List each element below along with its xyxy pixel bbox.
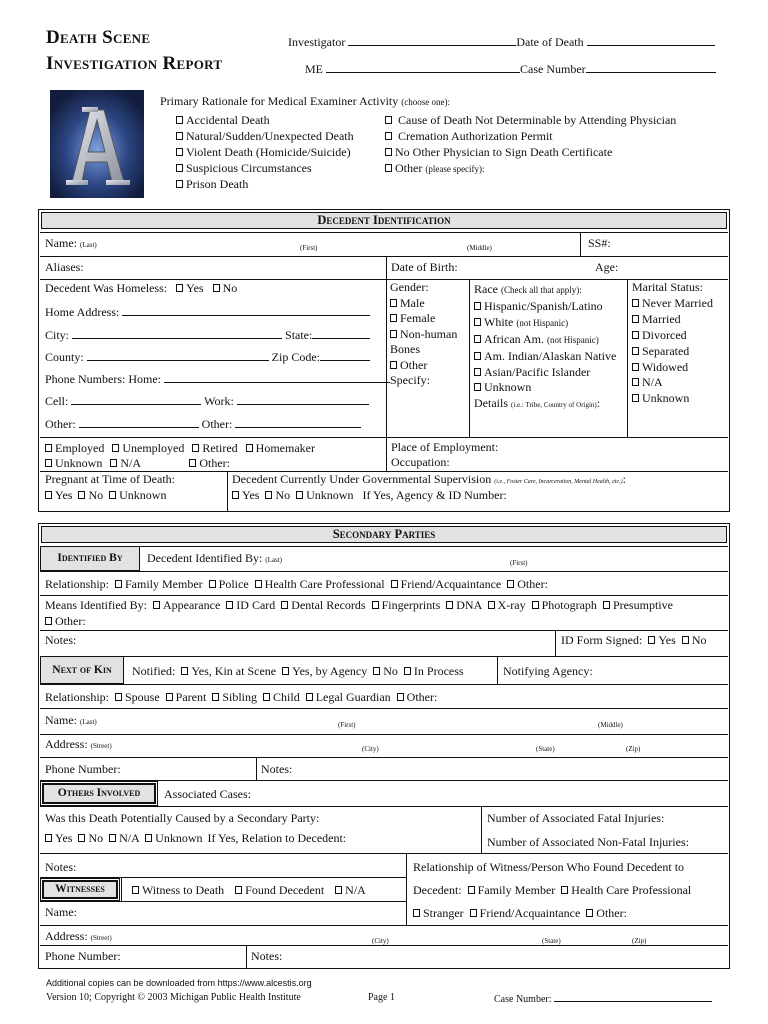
employment-unemployed[interactable]: Unemployed — [112, 441, 184, 455]
identification-notes-field[interactable]: Notes: — [45, 633, 77, 647]
kin-phone-field[interactable]: Phone Number: — [45, 762, 121, 776]
id-form-signed: ID Form Signed: Yes No — [561, 633, 707, 647]
checkbox[interactable] — [176, 132, 183, 140]
gender-other[interactable]: Other Specify: — [390, 357, 430, 387]
logo-a-icon — [50, 90, 144, 198]
checkbox[interactable] — [632, 347, 639, 355]
caused-yes[interactable]: Yes — [45, 831, 72, 845]
kin-parent[interactable]: Parent — [166, 690, 207, 704]
notified-kin-at-scene[interactable]: Yes, Kin at Scene — [181, 664, 276, 678]
race-details-field[interactable]: Details (i.e.: Tribe, Country of Origin): — [474, 396, 601, 411]
custody-agency-field[interactable]: If Yes, Agency & ID Number: — [362, 488, 507, 502]
checkbox[interactable] — [385, 116, 392, 124]
fatal-injuries-field[interactable]: Number of Associated Fatal Injuries: — [487, 811, 665, 825]
custody-unknown[interactable]: Unknown — [296, 488, 353, 502]
witness-na[interactable]: N/A — [335, 883, 366, 897]
checkbox[interactable] — [176, 164, 183, 172]
notifying-agency-field[interactable]: Notifying Agency: — [503, 664, 593, 678]
phone-cell-work-field[interactable]: Cell: Work: — [45, 393, 369, 409]
checkbox[interactable] — [45, 491, 52, 499]
notified-no[interactable]: No — [373, 664, 398, 678]
checkbox[interactable] — [45, 444, 52, 452]
rationale-left-list — [176, 112, 354, 192]
checkbox[interactable] — [145, 834, 152, 842]
marital-unknown[interactable]: Unknown — [632, 391, 713, 407]
witness-options — [132, 883, 366, 898]
rationale-right-list — [385, 112, 676, 177]
rationale-prison[interactable]: Prison Death — [176, 176, 354, 192]
checkbox[interactable] — [110, 459, 117, 467]
employment-employed[interactable]: Employed — [45, 441, 104, 455]
checkbox[interactable] — [474, 335, 481, 343]
witnesses-tag: Witnesses — [42, 880, 118, 899]
id-form-no[interactable]: No — [682, 633, 707, 647]
means-dental[interactable]: Dental Records — [281, 598, 365, 612]
gender-female[interactable]: Female — [390, 311, 466, 327]
caused-by-secondary-label: Was this Death Potentially Caused by a Secondary Party: — [45, 811, 320, 825]
place-of-employment-field[interactable]: Place of Employment: — [391, 440, 499, 454]
investigator-field[interactable]: Investigator Date of Death — [288, 34, 715, 50]
kin-other[interactable]: Other: — [397, 690, 438, 704]
checkbox[interactable] — [391, 580, 398, 588]
me-field[interactable]: ME Case Number — [305, 61, 716, 77]
checkbox[interactable] — [413, 909, 420, 917]
employment-na[interactable]: N/A — [110, 456, 140, 470]
checkbox[interactable] — [246, 444, 253, 452]
checkbox[interactable] — [603, 601, 610, 609]
means-dna[interactable]: DNA — [446, 598, 481, 612]
checkbox[interactable] — [390, 314, 397, 322]
pregnant-unknown[interactable]: Unknown — [109, 488, 166, 502]
caused-no[interactable]: No — [78, 831, 103, 845]
version-copyright: Version 10; Copyright © 2003 Michigan Public Health Institute — [46, 992, 301, 1003]
kin-notified: Notified: Yes, Kin at Scene Yes, by Agency No In Process — [132, 664, 464, 678]
means-other[interactable]: Other: — [45, 614, 86, 629]
nonfatal-injuries-field[interactable]: Number of Associated Non-Fatal Injuries: — [487, 835, 689, 849]
custody-yes[interactable]: Yes — [232, 488, 259, 502]
caused-na[interactable]: N/A — [109, 831, 139, 845]
section-title-secondary: Secondary Parties — [41, 526, 727, 543]
rel-other[interactable]: Other: — [507, 577, 548, 591]
means-identified: Means Identified By: Appearance ID Card Dental Records Fingerprints DNA X-ray Photograph Presumptive — [45, 598, 673, 612]
rel-health-care[interactable]: Health Care Professional — [255, 577, 385, 591]
rationale-accidental[interactable]: Accidental Death — [176, 112, 354, 128]
marital-never-married[interactable]: Never Married — [632, 296, 713, 312]
checkbox[interactable] — [181, 667, 188, 675]
ssn-field[interactable]: SS#: — [588, 236, 611, 250]
gender-group: Gender: Male Female Non-human Bones Other Specify: — [390, 280, 466, 389]
rationale-no-physician[interactable]: No Other Physician to Sign Death Certificate — [385, 144, 676, 160]
checkbox[interactable] — [78, 834, 85, 842]
checkbox[interactable] — [561, 886, 568, 894]
checkbox[interactable] — [632, 363, 639, 371]
checkbox[interactable] — [632, 331, 639, 339]
race-african-american[interactable]: African Am. (not Hispanic) — [474, 332, 616, 349]
checkbox[interactable] — [109, 491, 116, 499]
checkbox[interactable] — [132, 886, 139, 894]
marital-status-group: Marital Status: Never Married Married Divorced Separated Widowed N/A Unknown — [632, 280, 713, 406]
kin-child[interactable]: Child — [263, 690, 300, 704]
checkbox[interactable] — [385, 132, 392, 140]
checkbox[interactable] — [648, 636, 655, 644]
checkbox[interactable] — [474, 352, 481, 360]
checkbox[interactable] — [226, 601, 233, 609]
pregnant-yes[interactable]: Yes — [45, 488, 72, 502]
custody-no[interactable]: No — [265, 488, 290, 502]
rel-family-member[interactable]: Family Member — [115, 577, 203, 591]
means-appearance[interactable]: Appearance — [153, 598, 220, 612]
rationale-violent[interactable]: Violent Death (Homicide/Suicide) — [176, 144, 354, 160]
checkbox[interactable] — [474, 368, 481, 376]
witness-relationship-label: Relationship of Witness/Person Who Found Decedent to — [413, 860, 685, 874]
checkbox[interactable] — [586, 909, 593, 917]
custody-label: Decedent Currently Under Governmental Supervision (i.e., Foster Care, Incarceration, Mental Health, etc.): — [232, 472, 626, 486]
checkbox[interactable] — [265, 491, 272, 499]
checkbox[interactable] — [390, 330, 397, 338]
id-form-yes[interactable]: Yes — [648, 633, 675, 647]
checkbox[interactable] — [176, 284, 183, 292]
checkbox[interactable] — [385, 148, 392, 156]
witness-relationship-row1: Decedent: Family Member Health Care Professional — [413, 883, 692, 897]
checkbox[interactable] — [176, 148, 183, 156]
witness-rel-friend[interactable]: Friend/Acquaintance — [470, 906, 581, 920]
employment-homemaker[interactable]: Homemaker — [246, 441, 315, 455]
marital-divorced[interactable]: Divorced — [632, 328, 713, 344]
checkbox[interactable] — [192, 444, 199, 452]
footer-case-number-field[interactable]: Case Number: — [494, 992, 712, 1005]
employment-row2 — [45, 456, 230, 471]
rationale-heading: Primary Rationale for Medical Examiner Activity (choose one): — [160, 94, 450, 108]
kin-name-field[interactable]: Name: (Last) — [45, 713, 97, 727]
witness-phone-field[interactable]: Phone Number: — [45, 949, 121, 963]
gender-male[interactable]: Male — [390, 296, 466, 312]
witness-rel-other[interactable]: Other: — [586, 906, 627, 920]
age-field[interactable]: Age: — [595, 260, 619, 274]
employment-other[interactable]: Other: — [189, 456, 230, 470]
checkbox[interactable] — [385, 164, 392, 172]
checkbox[interactable] — [213, 284, 220, 292]
rationale-cremation[interactable]: Cremation Authorization Permit — [385, 128, 676, 144]
kin-spouse[interactable]: Spouse — [115, 690, 160, 704]
marital-separated[interactable]: Separated — [632, 344, 713, 360]
checkbox[interactable] — [109, 834, 116, 842]
checkbox[interactable] — [474, 383, 481, 391]
download-note: Additional copies can be downloaded from https://www.alcestis.org — [46, 978, 312, 988]
caused-relation-field[interactable]: If Yes, Relation to Decedent: — [207, 831, 347, 845]
checkbox[interactable] — [263, 693, 270, 701]
checkbox[interactable] — [335, 886, 342, 894]
checkbox[interactable] — [78, 491, 85, 499]
checkbox[interactable] — [532, 601, 539, 609]
kin-relationship: Relationship: Spouse Parent Sibling Child Legal Guardian Other: — [45, 690, 438, 704]
checkbox[interactable] — [474, 318, 481, 326]
page-number: Page 1 — [368, 992, 395, 1003]
aliases-field[interactable]: Aliases: — [45, 260, 84, 274]
checkbox[interactable] — [115, 580, 122, 588]
identifier-relationship: Relationship: Family Member Police Health Care Professional Friend/Acquaintance Other: — [45, 577, 548, 591]
pregnant-label: Pregnant at Time of Death: — [45, 472, 175, 486]
rel-friend[interactable]: Friend/Acquaintance — [391, 577, 502, 591]
checkbox[interactable] — [235, 886, 242, 894]
checkbox[interactable] — [468, 886, 475, 894]
checkbox[interactable] — [176, 180, 183, 188]
kin-legal-guardian[interactable]: Legal Guardian — [306, 690, 391, 704]
witness-to-death[interactable]: Witness to Death — [132, 883, 224, 897]
checkbox[interactable] — [632, 299, 639, 307]
witness-rel-health-care[interactable]: Health Care Professional — [561, 883, 691, 897]
checkbox[interactable] — [446, 601, 453, 609]
homeless-field[interactable]: Decedent Was Homeless: Yes No — [45, 281, 238, 295]
employment-retired[interactable]: Retired — [192, 441, 237, 455]
means-fingerprints[interactable]: Fingerprints — [372, 598, 441, 612]
witness-name-field[interactable]: Name: — [45, 905, 77, 919]
checkbox[interactable] — [404, 667, 411, 675]
checkbox[interactable] — [209, 580, 216, 588]
witness-relationship-row2 — [413, 906, 627, 921]
means-presumptive[interactable]: Presumptive — [603, 598, 673, 612]
report-title-line1: Death Scene — [46, 27, 151, 48]
occupation-field[interactable]: Occupation: — [391, 455, 450, 469]
next-of-kin-tag: Next of Kin — [40, 656, 124, 684]
notified-by-agency[interactable]: Yes, by Agency — [282, 664, 367, 678]
rel-police[interactable]: Police — [209, 577, 249, 591]
checkbox[interactable] — [45, 834, 52, 842]
report-title-line2: Investigation Report — [46, 53, 223, 74]
checkbox[interactable] — [112, 444, 119, 452]
means-photograph[interactable]: Photograph — [532, 598, 597, 612]
checkbox[interactable] — [390, 361, 397, 369]
checkbox[interactable] — [45, 459, 52, 467]
witness-notes-field[interactable]: Notes: — [45, 860, 77, 874]
race-group: Race (Check all that apply): Hispanic/Spanish/Latino White (not Hispanic) African Am. (not Hispanic) Am. Indian/Alaskan Native Asian/Pacific Islander Unknown Details (i.e.: Tribe, Country of Origin): — [474, 282, 616, 414]
rationale-not-determinable[interactable]: Cause of Death Not Determinable by Attending Physician — [385, 112, 676, 128]
checkbox[interactable] — [45, 617, 52, 625]
checkbox[interactable] — [470, 909, 477, 917]
rationale-suspicious[interactable]: Suspicious Circumstances — [176, 160, 354, 176]
checkbox[interactable] — [176, 116, 183, 124]
checkbox[interactable] — [232, 491, 239, 499]
checkbox[interactable] — [296, 491, 303, 499]
home-address-field[interactable]: Home Address: — [45, 304, 370, 320]
caused-unknown[interactable]: Unknown — [145, 831, 202, 845]
checkbox[interactable] — [153, 601, 160, 609]
checkbox[interactable] — [682, 636, 689, 644]
witness-notes-field-2[interactable]: Notes: — [251, 949, 283, 963]
employment-unknown[interactable]: Unknown — [45, 456, 102, 470]
employment-row1 — [45, 441, 315, 456]
section-title-decedent: Decedent Identification — [41, 212, 727, 229]
others-involved-tag: Others Involved — [42, 783, 156, 804]
checkbox[interactable] — [390, 299, 397, 307]
marital-married[interactable]: Married — [632, 312, 713, 328]
marital-na[interactable]: N/A — [632, 375, 713, 391]
identified-by-name-field[interactable]: Decedent Identified By: (Last) — [147, 551, 283, 565]
phone-home-field[interactable]: Phone Numbers: Home: — [45, 371, 390, 387]
kin-sibling[interactable]: Sibling — [212, 690, 257, 704]
witness-rel-family[interactable]: Family Member — [468, 883, 556, 897]
kin-address-field[interactable]: Address: (Street) — [45, 737, 112, 751]
marital-widowed[interactable]: Widowed — [632, 360, 713, 376]
race-hispanic[interactable]: Hispanic/Spanish/Latino — [474, 299, 616, 315]
checkbox[interactable] — [632, 394, 639, 402]
checkbox[interactable] — [212, 693, 219, 701]
gender-nonhuman-bones[interactable]: Non-human Bones — [390, 326, 458, 356]
means-id-card[interactable]: ID Card — [226, 598, 275, 612]
race-unknown[interactable]: Unknown — [474, 380, 616, 396]
means-xray[interactable]: X-ray — [488, 598, 526, 612]
county-zip-field[interactable]: County: Zip Code: — [45, 349, 370, 365]
checkbox[interactable] — [115, 693, 122, 701]
witness-found-decedent[interactable]: Found Decedent — [235, 883, 324, 897]
rationale-natural[interactable]: Natural/Sudden/Unexpected Death — [176, 128, 354, 144]
race-asian[interactable]: Asian/Pacific Islander — [474, 365, 616, 381]
checkbox[interactable] — [373, 667, 380, 675]
checkbox[interactable] — [282, 667, 289, 675]
rationale-other[interactable]: Other (please specify): — [385, 160, 676, 177]
pregnant-options — [45, 488, 166, 503]
caused-by-secondary-options — [45, 831, 346, 846]
pregnant-no[interactable]: No — [78, 488, 103, 502]
checkbox[interactable] — [488, 601, 495, 609]
checkbox[interactable] — [306, 693, 313, 701]
checkbox[interactable] — [372, 601, 379, 609]
witness-rel-stranger[interactable]: Stranger — [413, 906, 464, 920]
city-state-field[interactable]: City: State: — [45, 327, 370, 343]
kin-notes-field[interactable]: Notes: — [261, 762, 293, 776]
dob-field[interactable]: Date of Birth: — [391, 260, 458, 274]
checkbox[interactable] — [632, 315, 639, 323]
witness-address-field[interactable]: Address: (Street) — [45, 929, 112, 943]
identified-by-tag: Identified By — [40, 546, 140, 571]
checkbox[interactable] — [281, 601, 288, 609]
checkbox[interactable] — [189, 459, 196, 467]
checkbox[interactable] — [166, 693, 173, 701]
checkbox[interactable] — [255, 580, 262, 588]
checkbox[interactable] — [397, 693, 404, 701]
checkbox[interactable] — [507, 580, 514, 588]
race-white[interactable]: White (not Hispanic) — [474, 315, 616, 332]
decedent-name-field[interactable]: Name: (Last) — [45, 236, 97, 250]
checkbox[interactable] — [474, 302, 481, 310]
custody-options — [232, 488, 507, 503]
associated-cases-field[interactable]: Associated Cases: — [164, 787, 251, 801]
checkbox[interactable] — [632, 378, 639, 386]
notified-in-process[interactable]: In Process — [404, 664, 464, 678]
race-am-indian[interactable]: Am. Indian/Alaskan Native — [474, 349, 616, 365]
phone-other-field[interactable]: Other: Other: — [45, 416, 361, 432]
